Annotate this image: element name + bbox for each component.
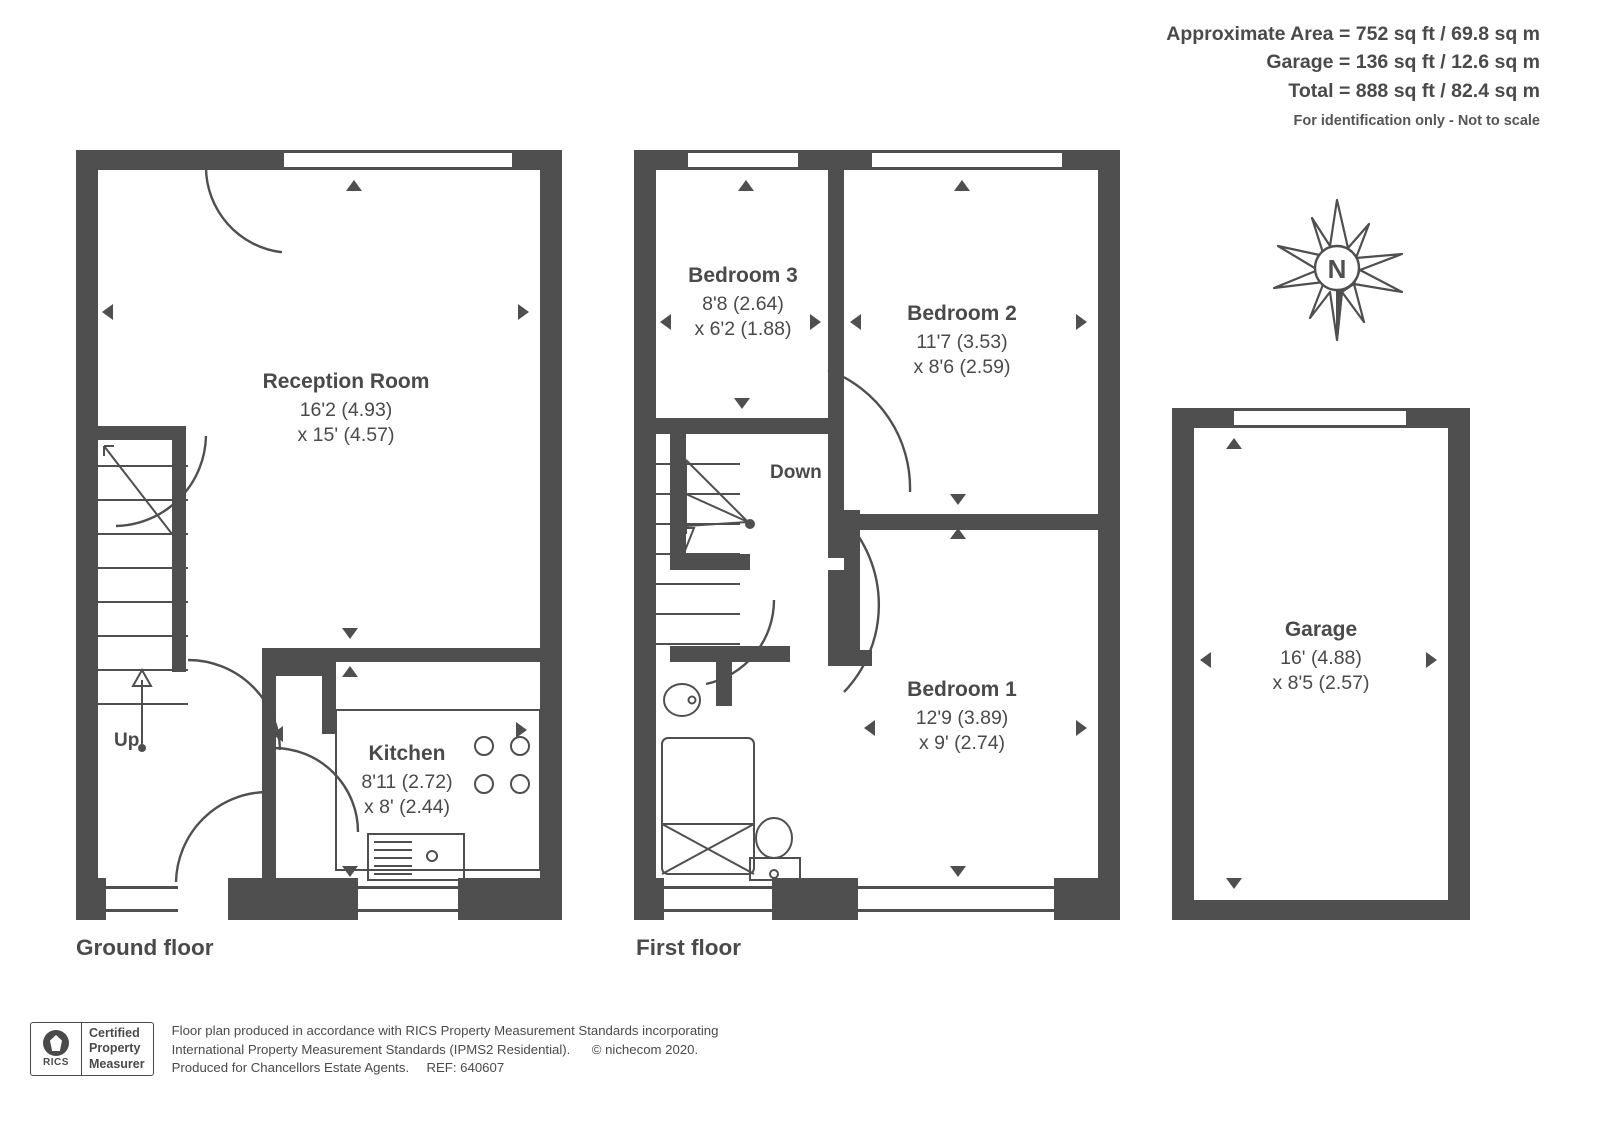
bedroom-3-dim-1: 8'8 (2.64) [702,292,784,315]
ff-arrow-bed2-right [1076,314,1087,330]
ground-floor-title: Ground floor [76,935,214,960]
ff-wall-bottom-left [634,878,664,920]
rics-certified-badge [30,1022,154,1076]
gf-wall-kitchen-top [262,648,540,662]
reception-room-name: Reception Room [262,370,430,393]
ff-arrow-bed3-bottom [734,398,750,409]
rics-logo [31,1023,82,1075]
garage-arrow-top [1226,438,1242,449]
disclaimer-line-1: Floor plan produced in accordance with RICS Property Measurement Standards incorporating [171,1023,719,1038]
garage-window-top [1234,408,1406,428]
total-area-line: Total = 888 sq ft / 82.4 sq m [1288,79,1540,102]
ff-basin [662,680,706,722]
gf-window-front [282,150,514,170]
gf-arrow-kitchen-top [342,666,358,677]
gf-arrow-kitchen-right [516,722,527,738]
garage-arrow-right [1426,652,1437,668]
ff-wall-right [1098,150,1120,920]
room-label-bedroom-3 [658,262,828,343]
gf-kitchen-sink [368,834,464,882]
bedroom-3-name: Bedroom 3 [688,264,798,287]
room-label-bedroom-2 [862,300,1062,381]
gf-wall-kitchen-jamb-vert [322,662,336,734]
room-label-kitchen [312,740,502,821]
garage-plan [1172,408,1470,920]
ff-wall-left [634,150,656,920]
gf-stair-up-label: Up [114,730,140,751]
ff-door-bedroom-1 [784,510,920,700]
ff-wall-bottom-mid [772,878,858,920]
disclaimer-ref: REF: 640607 [426,1060,505,1076]
ground-floor-plan [76,150,562,920]
ff-arrow-bed1-top [950,528,966,539]
disclaimer-copyright: © nichecom 2020. [591,1041,699,1057]
ff-window-bed3 [688,150,798,170]
gf-door-front [204,166,296,262]
garage-area-line: Garage = 136 sq ft / 12.6 sq m [1266,51,1540,74]
room-label-reception-room [216,368,476,449]
gf-arrow-reception-bottom [342,628,358,639]
bedroom-1-name: Bedroom 1 [907,678,1017,701]
kitchen-dim-2: x 8' (2.44) [363,796,451,819]
bedroom-2-name: Bedroom 2 [907,302,1017,325]
room-label-garage [1216,616,1426,697]
disclaimer-line-3: Produced for Chancellors Estate Agents. [171,1060,410,1076]
kitchen-dim-1: 8'11 (2.72) [361,770,453,793]
gf-wall-right [540,150,562,920]
rics-logo-text: RICS [43,1057,69,1068]
badge-line-3: Measurer [89,1056,145,1071]
bedroom-1-dim-1: 12'9 (3.89) [915,706,1009,729]
ff-arrow-bed1-bottom [950,866,966,877]
ff-window-bathroom [664,886,772,912]
bedroom-2-dim-2: x 8'6 (2.59) [913,356,1011,379]
garage-name: Garage [1284,618,1358,641]
first-floor-title: First floor [636,935,741,960]
first-floor-plan [634,150,1120,920]
gf-arrow-kitchen-bottom [342,866,358,877]
disclaimer-text [172,1022,719,1078]
gf-arrow-reception-top [346,180,362,191]
gf-arrow-reception-right [518,304,529,320]
identification-note: For identification only - Not to scale [1293,112,1540,129]
badge-line-1: Certified [89,1025,140,1040]
garage-dim-1: 16' (4.88) [1280,646,1362,669]
bedroom-1-dim-2: x 9' (2.74) [918,732,1006,755]
ff-arrow-bed2-top [954,180,970,191]
garage-arrow-left [1200,652,1211,668]
ff-arrow-bed3-top [738,180,754,191]
reception-room-dim-2: x 15' (4.57) [297,424,395,447]
ff-wall-bottom-right [1054,878,1120,920]
garage-wall-bottom [1172,900,1470,920]
badge-line-2: Property [89,1041,141,1056]
gf-arrow-kitchen-left [272,726,283,742]
compass-north-letter: N [1327,254,1347,284]
garage-dim-2: x 8'5 (2.57) [1272,672,1370,695]
bedroom-3-dim-2: x 6'2 (1.88) [694,318,792,341]
disclaimer-line-2: International Property Measurement Standards (IPMS2 Residential). [171,1041,571,1057]
compass-rose [1268,196,1406,344]
ff-window-bed1 [858,886,1054,912]
garage-wall-right [1448,408,1470,920]
footer [30,1022,718,1078]
ff-stair-down-label: Down [770,462,822,483]
area-summary [1166,20,1540,132]
room-label-bedroom-1 [862,676,1062,757]
ff-arrow-bed2-bottom [950,494,966,505]
gf-door-hall-to-reception [186,658,282,754]
gf-wall-bottom-right [458,878,562,920]
gf-door-rear [172,790,268,886]
rics-shield-icon [43,1030,69,1056]
gf-arrow-reception-left [102,304,113,320]
ff-arrow-bed2-left [850,314,861,330]
ff-window-bed2 [872,150,1062,170]
rics-badge-text [82,1023,153,1075]
ff-arrow-bed1-right [1076,720,1087,736]
gf-window-rear-right [358,886,466,912]
approximate-area-line: Approximate Area = 752 sq ft / 69.8 sq m [1166,23,1540,45]
reception-room-dim-1: 16'2 (4.93) [299,398,393,421]
bedroom-2-dim-1: 11'7 (3.53) [916,330,1008,353]
kitchen-name: Kitchen [368,742,446,765]
gf-window-rear-left [106,886,178,912]
ff-wall-top-mid [798,150,872,170]
gf-wall-left [76,150,98,920]
garage-wall-left [1172,408,1194,920]
ff-stair-down-arrow [656,442,776,562]
garage-arrow-bottom [1226,878,1242,889]
gf-wall-bottom-left [76,878,106,920]
ff-toilet [742,818,808,882]
